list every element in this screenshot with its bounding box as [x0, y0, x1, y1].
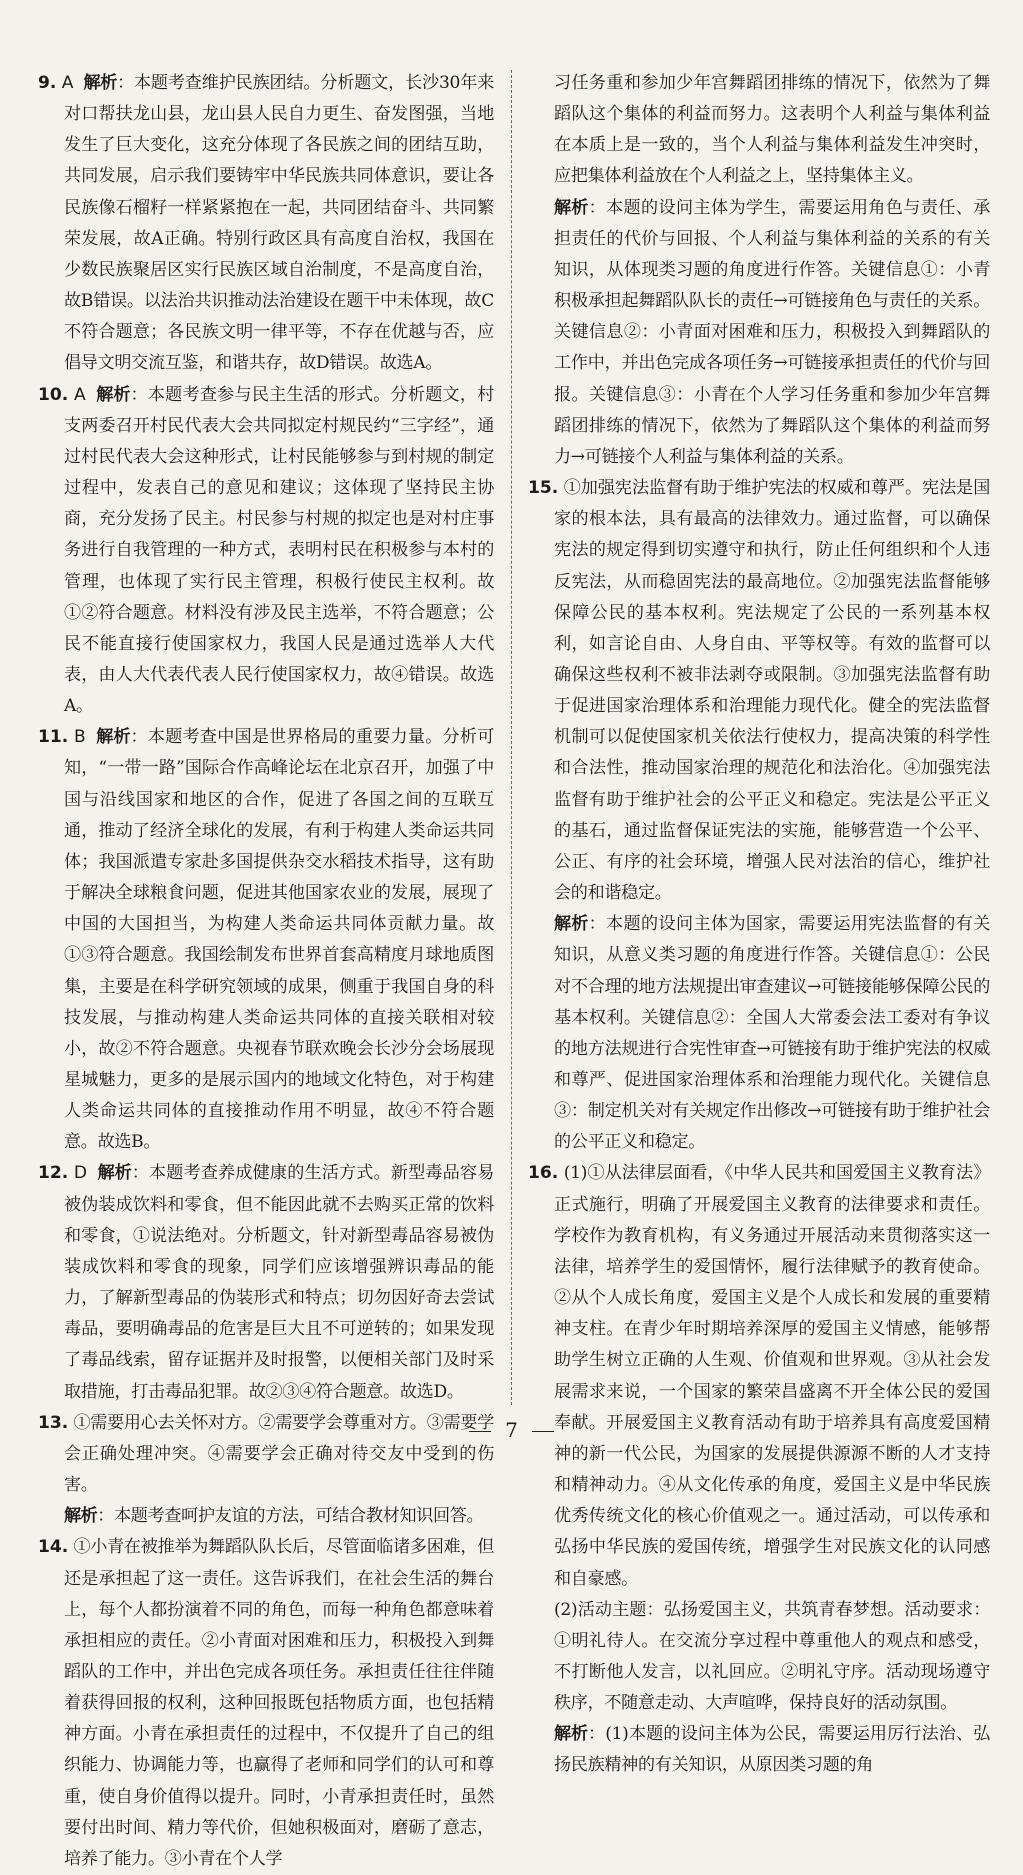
analysis-label: 解析 — [64, 1506, 98, 1527]
question-number: 13. — [38, 1412, 69, 1433]
answer-part-1: (1)①从法律层面看，《中华人民共和国爱国主义教育法》正式施行，明确了开展爱国主义教育的法律要求和责任。学校作为教育机构，有义务通过开展活动来贯彻落实这一法律，培养学生的爱国情怀，履行法律赋予的教育使命。②从个人成长角度，爱国主义是个人成长和发展的重要精神支柱。在青少年时期培养深厚的爱国主义情感，能够帮助学生树立正确的人生观、价值观和世界观。③从社会发展需求来说，一个国家的繁荣昌盛离不开全体公民的爱国奉献。开展爱国主义教育活动有助于培养具有高度爱国精神的新一代公民，为国家的发展提供源源不断的人才支持和精神动力。④从文化传承的角度，爱国主义是中华民族优秀传统文化的核心价值观之一。通过活动，可以传承和弘扬中华民族的爱国传统，增强学生对民族文化的认同感和自豪感。 — [554, 1163, 990, 1589]
analysis-label: 解析 — [95, 727, 131, 748]
question-14-analysis — [528, 193, 990, 473]
question-16 — [528, 1158, 990, 1594]
analysis-text: ：(1)本题的设问主体为公民，需要运用厉行法治、弘扬民族精神的有关知识，从原因类习题的角 — [554, 1724, 991, 1776]
analysis-label: 解析 — [554, 1724, 589, 1745]
question-number: 12. — [38, 1163, 69, 1184]
question-15 — [528, 473, 990, 909]
question-number: 9. — [38, 73, 57, 93]
question-16-analysis — [528, 1719, 990, 1781]
analysis-text: ：本题考查维护民族团结。分析题文，长沙30年来对口帮扶龙山县，龙山县人民自力更生、奋发图强，当地发生了巨大变化，这充分体现了各民族之间的团结互助，共同发展，启示我们要铸牢中华民族共同体意识，要让各民族像石榴籽一样紧紧抱在一起，共同团结奋斗、共同繁荣发展，故A正确。特别行政区具有高度自治权，我国在少数民族聚居区实行民族区域自治制度，不是高度自治，故B错误。以法治共识推动法治建设在题干中未体现，故C不符合题意；各民族文明一律平等，不存在优越与否，应倡导文明交流互鉴，和谐共存，故D错误。故选A。 — [64, 73, 494, 374]
analysis-label: 解析 — [554, 914, 589, 935]
question-number: 15. — [528, 478, 559, 499]
question-11 — [38, 722, 494, 1158]
answer-letter: D — [73, 1163, 88, 1184]
analysis-text: ：本题的设问主体为学生，需要运用角色与责任、承担责任的代价与回报、个人利益与集体利益的关系的有关知识，从体现类习题的角度进行作答。关键信息①：小青积极承担起舞蹈队队长的责任→可链接角色与责任的关系。关键信息②：小青面对困难和压力，积极投入到舞蹈队的工作中，并出色完成各项任务→可链接承担责任的代价与回报。关键信息③：小青在个人学习任务重和参加少年宫舞蹈团排练的情况下，依然为了舞蹈队这个集体的利益而努力→可链接个人利益与集体利益的关系。 — [554, 197, 991, 467]
analysis-text: ：本题考查中国是世界格局的重要力量。分析可知，“一带一路”国际合作高峰论坛在北京召开，加强了中国与沿线国家和地区的合作，促进了各国之间的互联互通，推动了经济全球化的发展，有利于构建人类命运共同体；我国派遣专家赴多国提供杂交水稻技术指导，这有助于解决全球粮食问题，促进其他国家农业的发展，展现了中国的大国担当，为构建人类命运共同体贡献力量。故①③符合题意。我国绘制发布世界首套高精度月球地质图集，主要是在科学研究领域的成果，侧重于我国自身的科技发展，与推动构建人类命运共同体的直接关联相对较小，故②不符合题意。央视春节联欢晚会长沙分会场展现星城魅力，更多的是展示国内的地域文化特色，对于构建人类命运共同体的直接推动作用不明显，故④不符合题意。故选B。 — [64, 727, 495, 1153]
analysis-text: ：本题的设问主体为国家，需要运用宪法监督的有关知识，从意义类习题的角度进行作答。关键信息①：公民对不合理的地方法规提出审查建议→可链接能够保障公民的基本权利。关键信息②：全国人大常委会法工委对有争议的地方法规进行合宪性审查→可链接有助于维护宪法的权威和尊严、促进国家治理体系和治理能力现代化。关键信息③：制定机关对有关规定作出修改→可链接有助于维护社会的公平正义和稳定。 — [554, 914, 991, 1153]
page-number-dash-left — [469, 1431, 491, 1432]
column-divider — [511, 70, 512, 1405]
question-number: 11. — [38, 727, 69, 748]
analysis-text: ：本题考查呵护友谊的方法，可结合教材知识回答。 — [97, 1506, 484, 1527]
question-9 — [38, 68, 494, 380]
question-number: 14. — [38, 1537, 69, 1558]
question-12 — [38, 1158, 494, 1407]
page-number — [0, 1418, 1023, 1442]
right-column — [528, 68, 990, 1782]
page-number-value: 7 — [505, 1418, 518, 1442]
question-14-continued: 习任务重和参加少年宫舞蹈团排练的情况下，依然为了舞蹈队这个集体的利益而努力。这表明个人利益与集体利益在本质上是一致的，当个人利益与集体利益发生冲突时，应把集体利益放在个人利益之上，坚持集体主义。 — [554, 73, 990, 187]
analysis-label: 解析 — [97, 1163, 132, 1184]
question-16-part-2: (2)活动主题：弘扬爱国主义，共筑青春梦想。活动要求：①明礼待人。在交流分享过程中尊重他人的观点和感受，不打断他人发言，以礼回应。②明礼守序。活动现场遵守秩序，不随意走动、大声喧哗，保持良好的活动氛围。 — [554, 1599, 990, 1714]
question-number: 16. — [528, 1163, 559, 1184]
analysis-label: 解析 — [83, 73, 118, 93]
answer-text: ①需要用心去关怀对方。②需要学会尊重对方。③需要学会正确处理冲突。④需要学会正确对待交友中受到的伤害。 — [64, 1412, 495, 1496]
question-13-analysis — [38, 1501, 494, 1532]
answer-text: ①加强宪法监督有助于维护宪法的权威和尊严。宪法是国家的根本法，具有最高的法律效力。通过监督，可以确保宪法的规定得到切实遵守和执行，防止任何组织和个人违反宪法，从而稳固宪法的最高地位。②加强宪法监督能够保障公民的基本权利。宪法规定了公民的一系列基本权利，如言论自由、人身自由、平等权等。有效的监督可以确保这些权利不被非法剥夺或限制。③加强宪法监督有助于促进国家治理体系和治理能力现代化。健全的宪法监督机制可以促使国家机关依法行使权力，提高决策的科学性和合法性，推动国家治理的规范化和法治化。④加强宪法监督有助于维护社会的公平正义和稳定。宪法是公平正义的基石，通过监督保证宪法的实施，能够营造一个公平、公正、有序的社会环境，增强人民对法治的信心，维护社会的和谐稳定。 — [554, 478, 990, 904]
analysis-label: 解析 — [554, 197, 589, 218]
page-number-dash-right — [532, 1431, 554, 1432]
left-column — [38, 68, 494, 1875]
question-14 — [38, 1532, 494, 1875]
answer-text: ①小青在被推举为舞蹈队队长后，尽管面临诸多困难，但还是承担起了这一责任。这告诉我们，在社会生活的舞台上，每个人都扮演着不同的角色，而每一种角色都意味着承担相应的责任。②小青面对困难和压力，积极投入到舞蹈队的工作中，并出色完成各项任务。承担责任往往伴随着获得回报的权利，这种回报既包括物质方面，也包括精神方面。小青在承担责任的过程中，不仅提升了自己的组织能力、协调能力等，也赢得了老师和同学们的认可和尊重，使自身价值得以提升。同时，小青承担责任时，虽然要付出时间、精力等代价，但她积极面对，磨砺了意志，培养了能力。③小青在个人学 — [64, 1537, 495, 1869]
analysis-text: ：本题考查养成健康的生活方式。新型毒品容易被伪装成饮料和零食，但不能因此就不去购买正常的饮料和零食，①说法绝对。分析题文，针对新型毒品容易被伪装成饮料和零食的现象，同学们应该增强辨识毒品的能力，了解新型毒品的伪装形式和特点；切勿因好奇去尝试毒品，要明确毒品的危害是巨大且不可逆转的；如果发现了毒品线索，留存证据并及时报警，以便相关部门及时采取措施，打击毒品犯罪。故②③④符合题意。故选D。 — [64, 1163, 495, 1402]
question-number: 10. — [38, 384, 69, 405]
answer-letter: A — [61, 73, 74, 93]
question-10 — [38, 380, 494, 723]
question-15-analysis — [528, 909, 990, 1158]
answer-letter: A — [73, 384, 86, 405]
answer-letter: B — [73, 727, 86, 748]
analysis-text: ：本题考查参与民主生活的形式。分析题文，村支两委召开村民代表大会共同拟定村规民约“三字经”，通过村民代表大会这种形式，让村民能够参与到村规的制定过程中，发表自己的意见和建议；这体现了坚持民主协商，充分发扬了民主。村民参与村规的拟定也是对村庄事务进行自我管理的一种方式，表明村民在积极参与本村的管理，也体现了实行民主管理，积极行使民主权利。故①②符合题意。材料没有涉及民主选举，不符合题意；公民不能直接行使国家权力，我国人民是通过选举人大代表，由人大代表代表人民行使国家权力，故④错误。故选A。 — [64, 384, 495, 717]
analysis-label: 解析 — [95, 384, 131, 405]
